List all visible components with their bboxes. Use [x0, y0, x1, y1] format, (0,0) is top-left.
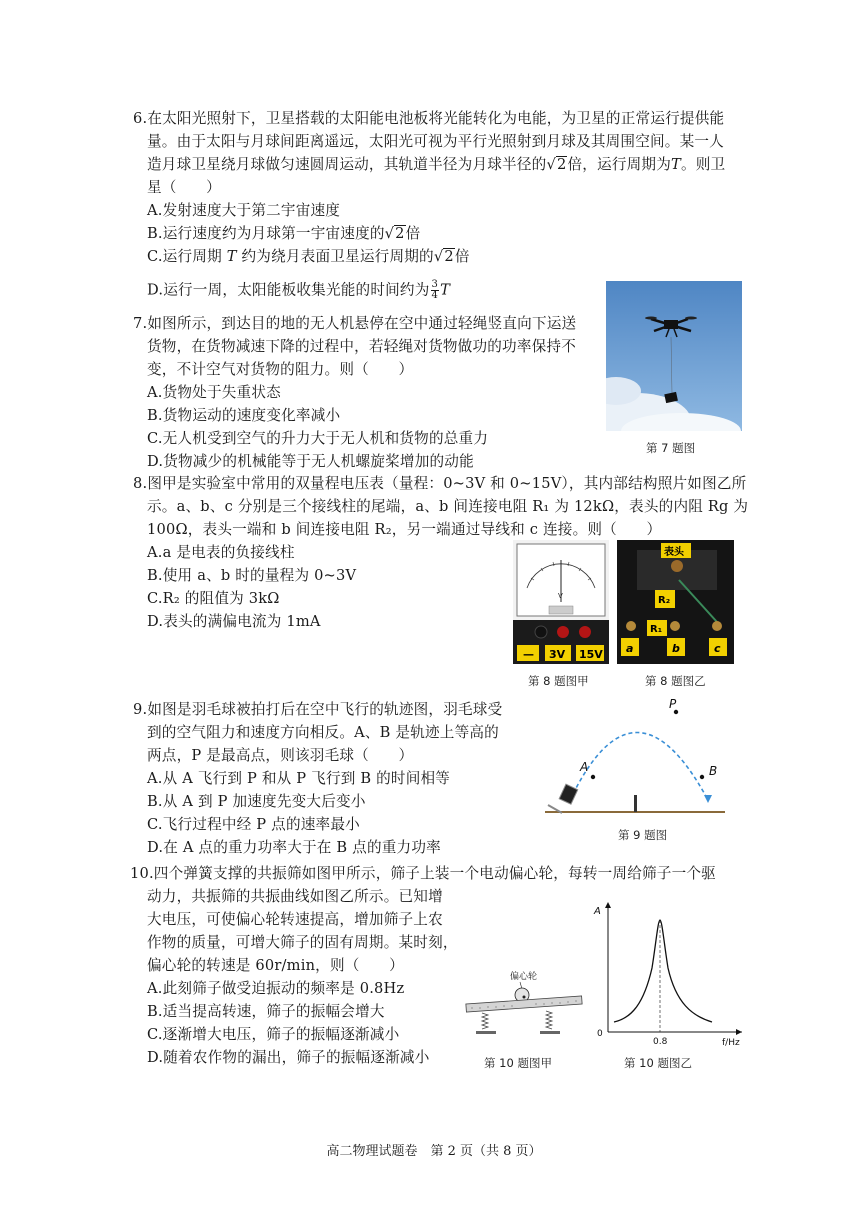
point-p-label: P — [669, 697, 677, 711]
point-b-label: B — [709, 764, 718, 778]
resonance-curve-chart — [592, 898, 748, 1048]
q9-stem-line-3: 两点，P 是最高点，则该羽毛球（ ） — [147, 747, 414, 764]
q8-option-c: C.R₂ 的阻值为 3kΩ — [147, 590, 280, 607]
q7-option-d: D.货物减少的机械能等于无人机螺旋桨增加的动能 — [147, 453, 474, 470]
q8-option-d: D.表头的满偏电流为 1mA — [147, 613, 321, 630]
q10-caption-b: 第 10 题图乙 — [624, 1056, 692, 1070]
x-axis-label: f/Hz — [722, 1038, 740, 1048]
q10-option-b: B.适当提高转速，筛子的振幅会增大 — [147, 1003, 385, 1020]
q9-option-a: A.从 A 飞行到 P 和从 P 飞行到 B 的时间相等 — [147, 770, 451, 787]
q10-stem-line-1: 10.四个弹簧支撑的共振筛如图甲所示，筛子上装一个电动偏心轮，每转一周给筛子一个驱 — [130, 865, 716, 882]
q9-stem-line-2: 到的空气阻力和速度方向相反。A、B 是轨迹上等高的 — [147, 724, 499, 741]
q10-option-a: A.此刻筛子做受迫振动的频率是 0.8Hz — [147, 980, 405, 997]
q7-stem-line-3: 变，不计空气对货物的阻力。则（ ） — [147, 361, 414, 378]
q10-stem-line-2: 动力，共振筛的共振曲线如图乙所示。已知增 — [147, 888, 443, 905]
page-footer: 高二物理试题卷 第 2 页（共 8 页） — [326, 1144, 542, 1159]
q10-option-c: C.逐渐增大电压，筛子的振幅逐渐减小 — [147, 1026, 400, 1043]
resonance-curve — [614, 920, 712, 1022]
sqrt-symbol: √2 — [384, 225, 405, 242]
q9-option-b: B.从 A 到 P 加速度先变大后变小 — [147, 793, 366, 810]
q7-option-a: A.货物处于失重状态 — [147, 384, 281, 401]
q6-stem-line-3: 造月球卫星绕月球做匀速圆周运动，其轨道半径为月球半径的√2倍，运行周期为T。则卫 — [147, 156, 726, 173]
q9-option-d: D.在 A 点的重力功率大于在 B 点的重力功率 — [147, 839, 441, 856]
terminal-a-label: a — [626, 642, 634, 655]
term-15v-label: 15V — [579, 648, 603, 661]
wheel-label: 偏心轮 — [510, 972, 538, 982]
q8-caption-a: 第 8 题图甲 — [528, 674, 589, 688]
badminton-trajectory-figure — [540, 695, 735, 820]
q7-option-b: B.货物运动的速度变化率减小 — [147, 407, 341, 424]
meter-v-label: V — [558, 592, 563, 600]
q10-stem-line-5: 偏心轮的转速是 60r/min，则（ ） — [147, 957, 404, 974]
q6-stem-line-2: 量。由于太阳与月球间距离遥远，太阳光可视为平行光照射到月球及其周围空间。某一人 — [147, 133, 724, 150]
fraction: $\frac{3}{4}$ — [431, 279, 439, 301]
q8-option-a: A.a 是电表的负接线柱 — [147, 544, 295, 561]
y-axis-label: A — [594, 906, 601, 917]
drone-photo — [606, 281, 742, 431]
q9-stem-line-1: 9.如图是羽毛球被拍打后在空中飞行的轨迹图，羽毛球受 — [133, 701, 503, 718]
q7-stem-line-2: 货物，在货物减速下降的过程中，若轻绳对货物做功的功率保持不 — [147, 338, 577, 355]
q9-caption: 第 9 题图 — [618, 828, 668, 842]
q6-stem-line-1: 6.在太阳光照射下，卫星搭载的太阳能电池板将光能转化为电能，为卫星的正常运行提供能 — [133, 110, 725, 127]
q6-option-d: D.运行一周，太阳能板收集光能的时间约为 $\frac{3}{4}$ T — [147, 279, 451, 301]
q7-stem-line-1: 7.如图所示，到达目的地的无人机悬停在空中通过轻绳竖直向下运送 — [133, 315, 577, 332]
point-a-label: A — [580, 760, 589, 774]
q8-option-b: B.使用 a、b 时的量程为 0~3V — [147, 567, 357, 584]
q7-option-c: C.无人机受到空气的升力大于无人机和货物的总重力 — [147, 430, 489, 447]
q8-stem-line-3: 100Ω，表头一端和 b 间连接电阻 R₂，另一端通过导线和 c 连接。则（ ） — [147, 521, 662, 538]
terminal-c-label: c — [714, 642, 721, 655]
q6-option-c: C.运行周期 T 约为绕月表面卫星运行周期的√2倍 — [147, 248, 470, 265]
q6-option-a: A.发射速度大于第二宇宙速度 — [147, 202, 341, 219]
q10-option-d: D.随着农作物的漏出，筛子的振幅逐渐减小 — [147, 1049, 430, 1066]
q10-stem-line-4: 作物的质量，可增大筛子的固有周期。某时刻， — [147, 934, 458, 951]
head-label: 表头 — [664, 547, 684, 558]
voltmeter-photo — [513, 540, 609, 664]
q7-caption: 第 7 题图 — [646, 441, 696, 455]
q8-stem-line-2: 示。a、b、c 分别是三个接线柱的尾端，a、b 间连接电阻 R₁ 为 12kΩ，表头的内阻 Rg 为 — [147, 498, 749, 515]
term-3v-label: 3V — [549, 648, 566, 661]
q8-caption-b: 第 8 题图乙 — [645, 674, 706, 688]
racket-icon — [548, 784, 578, 813]
q10-caption-a: 第 10 题图甲 — [484, 1056, 552, 1070]
terminal-b-label: b — [672, 642, 680, 655]
sqrt-symbol: √2 — [433, 248, 454, 265]
q9-option-c: C.飞行过程中经 P 点的速率最小 — [147, 816, 360, 833]
trajectory-path — [570, 733, 708, 801]
q6-stem-line-4: 星（ ） — [147, 179, 221, 196]
r1-label: R₁ — [650, 624, 663, 635]
r2-label: R₂ — [658, 595, 671, 606]
meter-internal-photo — [617, 540, 734, 664]
sqrt-symbol: √2 — [546, 156, 567, 173]
peak-tick-label: 0.8 — [653, 1037, 668, 1047]
q6-option-b: B.运行速度约为月球第一宇宙速度的√2倍 — [147, 225, 421, 242]
term-neg-label: — — [523, 648, 534, 661]
resonance-sieve-figure — [460, 965, 590, 1035]
q8-stem-line-1: 8.图甲是实验室中常用的双量程电压表（量程：0~3V 和 0~15V），其内部结构照片如图乙所 — [133, 475, 747, 492]
origin-label: 0 — [597, 1029, 603, 1039]
q10-stem-line-3: 大电压，可使偏心轮转速提高，增加筛子上农 — [147, 911, 443, 928]
